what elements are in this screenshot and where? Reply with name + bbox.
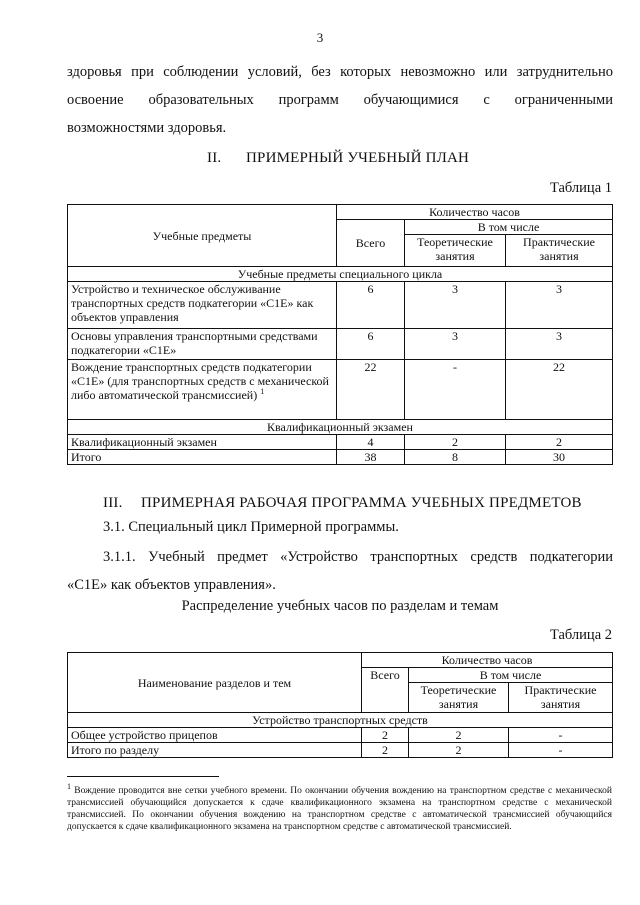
footnote-text: Вождение проводится вне сетки учебного времени. По окончании обучения вождению на транспортном средстве с механической трансмиссией обучающийся допускается к сдаче квалификационного экзамена на транспортном средстве с механической трансмиссией. По окончании обучения вождению на транспортном средстве с автоматической трансмиссией обучающийся допускается к сдаче квалификационного экзамена на транспортном средстве с автоматической трансмиссией. <box>67 786 613 832</box>
row-name-text: Вождение транспортных средств подкатегории «C1E» (для транспортных средств с механической либо автоматической трансмиссией) <box>71 360 329 402</box>
table-row <box>68 435 613 450</box>
row-practice: - <box>509 728 613 743</box>
row-total: 2 <box>362 728 409 743</box>
section-3-number: III. <box>103 495 123 511</box>
intro-line-1: здоровья при соблюдении условий, без которых невозможно или затруднительно <box>67 64 613 80</box>
distribution-title: Распределение учебных часов по разделам и темам <box>181 598 499 614</box>
footnote-ref: 1 <box>260 387 265 396</box>
row-name: Квалификационный экзамен <box>68 435 337 450</box>
page-number: 3 <box>316 30 324 45</box>
table-2-caption: Таблица 2 <box>549 627 612 643</box>
row-total: 6 <box>337 329 405 360</box>
footnote <box>67 781 613 833</box>
table-2-header-practice: Практические занятия <box>509 683 613 713</box>
section-2-number: II. <box>207 150 222 166</box>
table-2-header-hours: Количество часов <box>362 653 613 668</box>
row-name: Итого по разделу <box>68 743 362 758</box>
table-1-header-hours: Количество часов <box>337 205 613 220</box>
row-practice: - <box>509 743 613 758</box>
row-name: Устройство и техническое обслуживание транспортных средств подкатегории «C1E» как объектов управления <box>68 282 337 329</box>
footnote-marker: 1 <box>67 781 71 791</box>
paragraph-2-line-1: 3.1.1. Учебный предмет «Устройство транспортных средств подкатегории <box>103 549 613 565</box>
row-total: 6 <box>337 282 405 329</box>
table-1 <box>67 204 613 465</box>
section-2-title: ПРИМЕРНЫЙ УЧЕБНЫЙ ПЛАН <box>246 150 470 166</box>
row-theory: 2 <box>409 728 509 743</box>
table-row <box>68 743 613 758</box>
row-theory: 8 <box>405 450 506 465</box>
section-3-paragraph-2 <box>67 543 613 599</box>
section-3-title: ПРИМЕРНАЯ РАБОЧАЯ ПРОГРАММА УЧЕБНЫХ ПРЕДМЕТОВ <box>141 495 582 511</box>
row-name: Общее устройство прицепов <box>68 728 362 743</box>
table-2-header-total: Всего <box>362 668 409 713</box>
intro-line-3: возможностями здоровья. <box>67 120 227 136</box>
row-name: Основы управления транспортными средствами подкатегории «C1E» <box>68 329 337 360</box>
footnote-separator <box>67 776 219 777</box>
table-1-group-exam: Квалификационный экзамен <box>68 420 613 435</box>
row-practice: 22 <box>506 360 613 420</box>
intro-paragraph <box>67 58 613 142</box>
table-row <box>68 360 613 420</box>
row-theory: 2 <box>409 743 509 758</box>
table-row <box>68 329 613 360</box>
row-total: 4 <box>337 435 405 450</box>
section-3-paragraph-1: 3.1. Специальный цикл Примерной программы. <box>103 519 399 535</box>
row-theory: 3 <box>405 329 506 360</box>
table-row <box>68 282 613 329</box>
paragraph-2-line-2: «C1E» как объектов управления». <box>67 577 276 593</box>
row-theory: - <box>405 360 506 420</box>
table-2 <box>67 652 613 758</box>
intro-line-2: освоение образовательных программ обучающимися с ограниченными <box>67 92 613 108</box>
table-1-caption: Таблица 1 <box>549 180 612 196</box>
row-name: Итого <box>68 450 337 465</box>
table-2-header-sections: Наименование разделов и тем <box>68 653 362 713</box>
table-1-header-subjects: Учебные предметы <box>68 205 337 267</box>
table-row <box>68 728 613 743</box>
row-practice: 3 <box>506 282 613 329</box>
table-1-group-special-cycle: Учебные предметы специального цикла <box>68 267 613 282</box>
row-total: 38 <box>337 450 405 465</box>
row-practice: 2 <box>506 435 613 450</box>
row-theory: 3 <box>405 282 506 329</box>
row-practice: 3 <box>506 329 613 360</box>
table-1-header-theory: Теоретические занятия <box>405 235 506 267</box>
row-total: 2 <box>362 743 409 758</box>
table-2-group-vehicle-structure: Устройство транспортных средств <box>68 713 613 728</box>
table-1-header-total: Всего <box>337 220 405 267</box>
table-2-header-including: В том числе <box>409 668 613 683</box>
row-theory: 2 <box>405 435 506 450</box>
row-practice: 30 <box>506 450 613 465</box>
table-1-header-including: В том числе <box>405 220 613 235</box>
table-row-total <box>68 450 613 465</box>
table-2-header-theory: Теоретические занятия <box>409 683 509 713</box>
table-1-header-practice: Практические занятия <box>506 235 613 267</box>
row-total: 22 <box>337 360 405 420</box>
row-name <box>68 360 337 420</box>
